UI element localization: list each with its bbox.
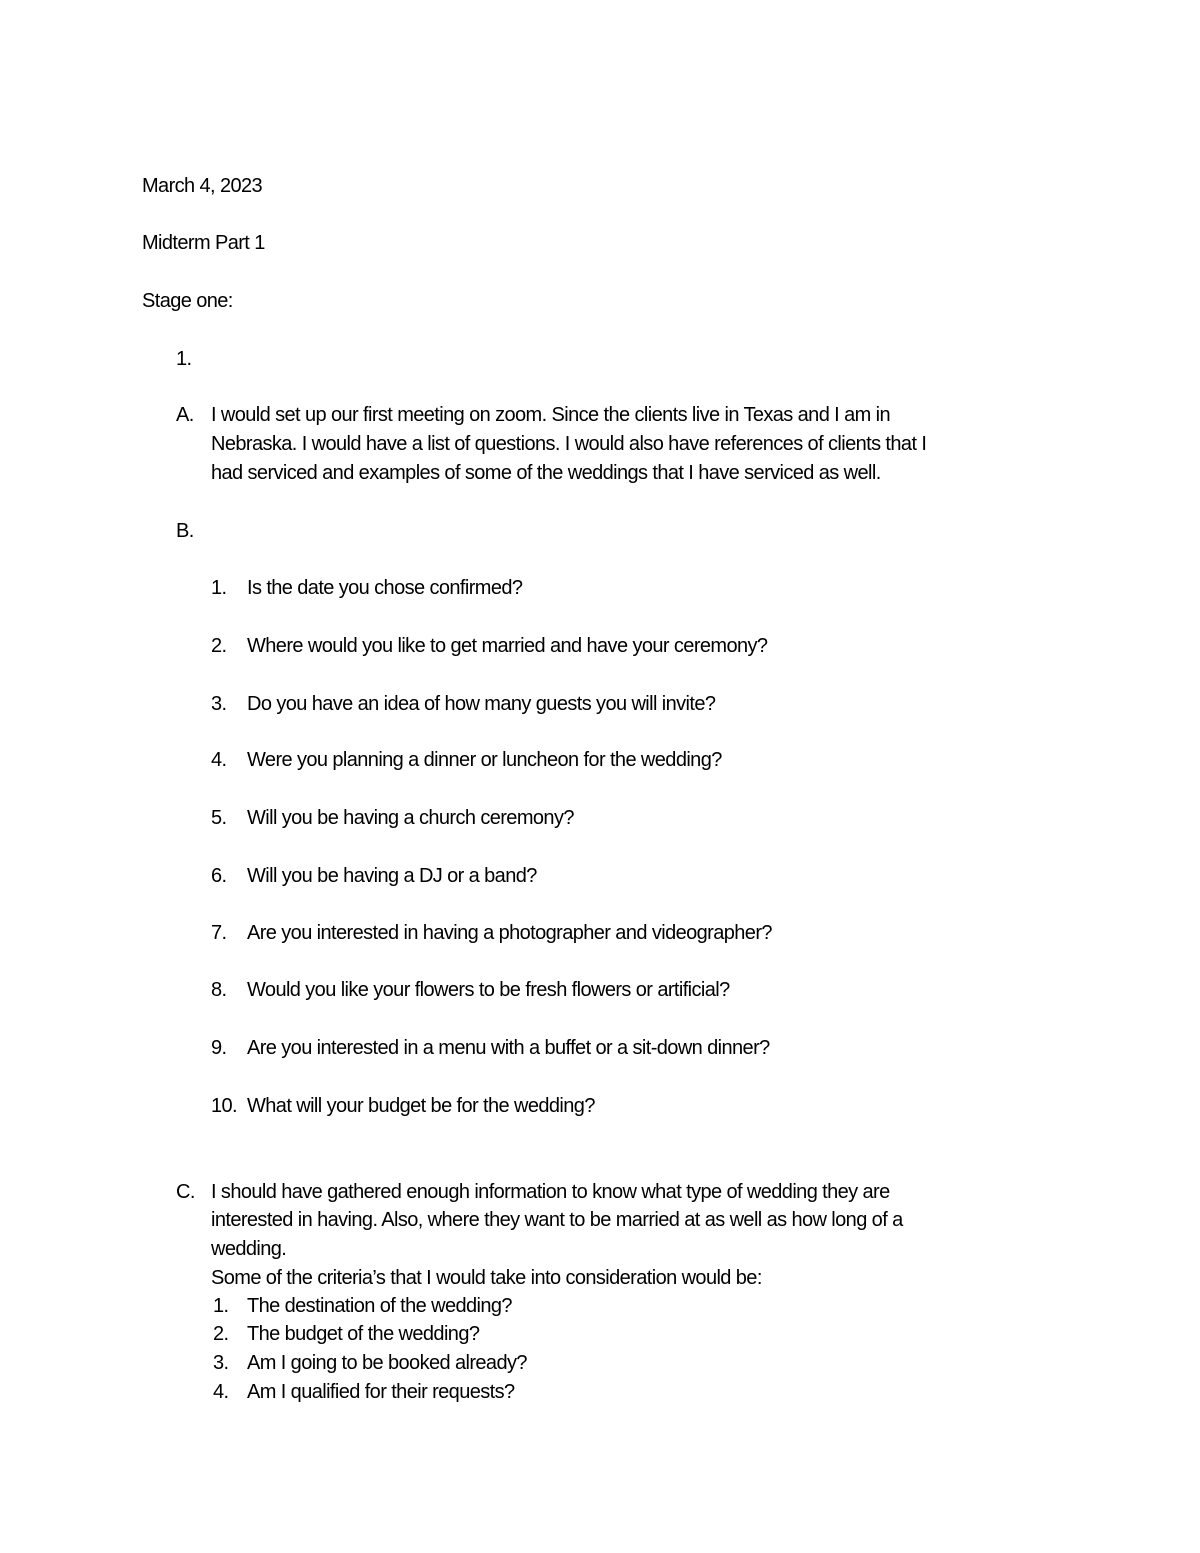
question-text: What will your budget be for the wedding? [247,1095,595,1117]
part-a-line: had serviced and examples of some of the weddings that I have serviced as well. [211,462,881,484]
question-text: Are you interested in a menu with a buffet or a sit-down dinner? [247,1037,770,1059]
question-text: Would you like your flowers to be fresh flowers or artificial? [247,979,730,1001]
question-number: 9. [211,1037,227,1059]
part-a-line: I would set up our first meeting on zoom. Since the clients live in Texas and I am in [211,404,891,426]
question-number: 8. [211,979,227,1001]
question-number: 3. [211,693,227,715]
part-c-line: interested in having. Also, where they want to be married at as well as how long of a [211,1209,903,1231]
question-text: Do you have an idea of how many guests you will invite? [247,693,716,715]
part-c-marker: C. [176,1181,195,1203]
part-a-line: Nebraska. I would have a list of questions. I would also have references of clients that I [211,433,927,455]
question-text: Will you be having a DJ or a band? [247,865,537,887]
document-date: March 4, 2023 [142,175,263,197]
criteria-number: 2. [213,1323,229,1345]
question-text: Are you interested in having a photographer and videographer? [247,922,772,944]
criteria-number: 1. [213,1295,229,1317]
section-1-marker: 1. [176,348,192,370]
stage-heading: Stage one: [142,290,233,312]
criteria-number: 4. [213,1381,229,1403]
question-text: Will you be having a church ceremony? [247,807,574,829]
part-b-marker: B. [176,520,194,542]
question-number: 2. [211,635,227,657]
criteria-text: Am I qualified for their requests? [247,1381,515,1403]
question-number: 7. [211,922,227,944]
criteria-text: Am I going to be booked already? [247,1352,527,1374]
question-text: Where would you like to get married and have your ceremony? [247,635,768,657]
criteria-text: The budget of the wedding? [247,1323,480,1345]
criteria-text: The destination of the wedding? [247,1295,512,1317]
criteria-number: 3. [213,1352,229,1374]
part-c-line: wedding. [211,1238,287,1260]
document-title: Midterm Part 1 [142,232,265,254]
question-text: Is the date you chose confirmed? [247,577,523,599]
part-c-line: I should have gathered enough information to know what type of wedding they are [211,1181,890,1203]
question-number: 1. [211,577,227,599]
question-number: 5. [211,807,227,829]
question-number: 10. [211,1095,238,1117]
part-a-marker: A. [176,404,194,426]
part-c-line: Some of the criteria’s that I would take into consideration would be: [211,1267,762,1289]
question-text: Were you planning a dinner or luncheon for the wedding? [247,749,722,771]
question-number: 4. [211,749,227,771]
question-number: 6. [211,865,227,887]
